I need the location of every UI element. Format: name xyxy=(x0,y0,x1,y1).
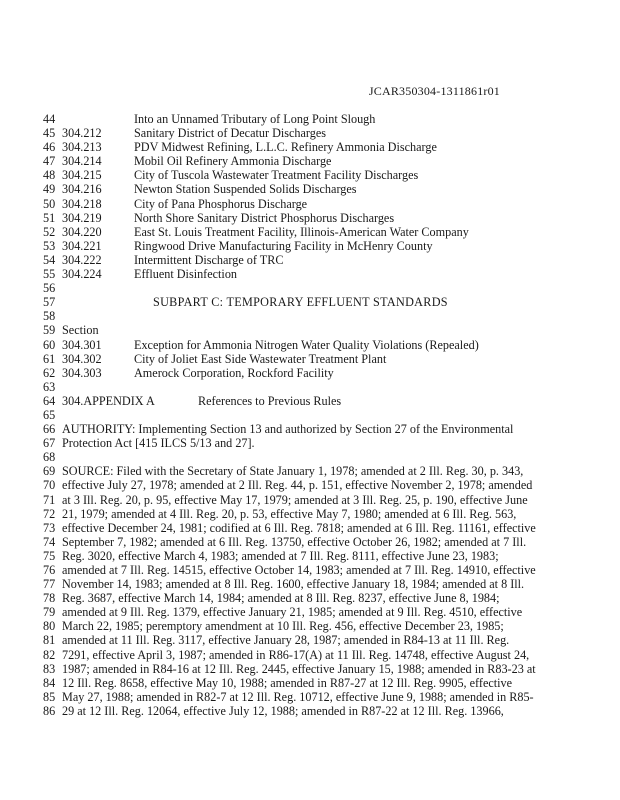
line-number: 50 xyxy=(43,196,56,211)
document-line xyxy=(0,352,620,366)
appendix-number: 304.APPENDIX A xyxy=(62,393,155,408)
section-number: 304.221 xyxy=(62,238,102,253)
line-number: 74 xyxy=(43,534,56,549)
document-line xyxy=(0,338,620,352)
section-number: 304.302 xyxy=(62,351,102,366)
line-number: 73 xyxy=(43,520,56,535)
document-line xyxy=(0,197,620,211)
document-line xyxy=(0,676,620,690)
document-line xyxy=(0,168,620,182)
section-number: Section xyxy=(62,323,99,338)
paragraph-text: 1987; amended in R84-16 at 12 Ill. Reg. 2445, effective January 15, 1988; amended in R83-23 at xyxy=(62,661,536,676)
line-number: 60 xyxy=(43,337,56,352)
section-number: 304.301 xyxy=(62,337,102,352)
document-line xyxy=(0,521,620,535)
line-number: 65 xyxy=(43,407,56,422)
section-number: 304.224 xyxy=(62,267,102,282)
document-line xyxy=(0,493,620,507)
paragraph-text: 7291, effective April 3, 1987; amended in R86-17(A) at 11 Ill. Reg. 14748, effective August 24, xyxy=(62,647,530,662)
document-line xyxy=(0,478,620,492)
paragraph-text: Reg. 3687, effective March 14, 1984; amended at 8 Ill. Reg. 8237, effective June 8, 1984; xyxy=(62,591,500,606)
paragraph-text: amended at 9 Ill. Reg. 1379, effective January 21, 1985; amended at 9 Ill. Reg. 4510, effective xyxy=(62,605,523,620)
paragraph-text: May 27, 1988; amended in R82-7 at 12 Ill. Reg. 10712, effective June 9, 1988; amended in R85- xyxy=(62,689,534,704)
document-line xyxy=(0,239,620,253)
paragraph-text: September 7, 1982; amended at 6 Ill. Reg. 13750, effective October 26, 1982; amended at 7 Ill. xyxy=(62,534,527,549)
line-number: 70 xyxy=(43,478,56,493)
section-title: City of Joliet East Side Wastewater Treatment Plant xyxy=(134,351,387,366)
section-title: Exception for Ammonia Nitrogen Water Quality Violations (Repealed) xyxy=(134,337,479,352)
line-number: 80 xyxy=(43,619,56,634)
section-title: Effluent Disinfection xyxy=(134,267,238,282)
document-line xyxy=(0,422,620,436)
line-number: 53 xyxy=(43,238,56,253)
document-line xyxy=(0,154,620,168)
paragraph-text: 21, 1979; amended at 4 Ill. Reg. 20, p. 53, effective May 7, 1980; amended at 6 Ill. Reg. 563, xyxy=(62,506,517,521)
document-line xyxy=(0,408,620,422)
line-number: 86 xyxy=(43,703,56,718)
document-line xyxy=(0,253,620,267)
section-title: North Shore Sanitary District Phosphorus Discharges xyxy=(134,210,395,225)
paragraph-text: amended at 11 Ill. Reg. 3117, effective January 28, 1987; amended in R84-13 at 11 Ill. Reg. xyxy=(62,633,510,648)
subpart-heading: SUBPART C: TEMPORARY EFFLUENT STANDARDS xyxy=(153,295,448,310)
line-number: 78 xyxy=(43,591,56,606)
line-number: 47 xyxy=(43,154,56,169)
line-number: 54 xyxy=(43,252,56,267)
document-body xyxy=(0,112,620,718)
line-number: 68 xyxy=(43,450,56,465)
appendix-title: References to Previous Rules xyxy=(198,393,342,408)
line-number: 67 xyxy=(43,436,56,451)
line-number: 61 xyxy=(43,351,56,366)
line-number: 75 xyxy=(43,548,56,563)
paragraph-text: AUTHORITY: Implementing Section 13 and authorized by Section 27 of the Environmental xyxy=(62,422,514,437)
paragraph-text: 12 Ill. Reg. 8658, effective May 10, 1988; amended in R87-27 at 12 Ill. Reg. 9905, effective xyxy=(62,675,513,690)
section-number: 304.303 xyxy=(62,365,102,380)
line-number: 59 xyxy=(43,323,56,338)
line-number: 71 xyxy=(43,492,56,507)
section-number: 304.214 xyxy=(62,154,102,169)
line-number: 52 xyxy=(43,224,56,239)
document-line xyxy=(0,704,620,718)
document-line xyxy=(0,577,620,591)
paragraph-text: 29 at 12 Ill. Reg. 12064, effective July 12, 1988; amended in R87-22 at 12 Ill. Reg. 13966, xyxy=(62,703,504,718)
section-title: City of Tuscola Wastewater Treatment Facility Discharges xyxy=(134,168,419,183)
line-number: 84 xyxy=(43,675,56,690)
line-number: 76 xyxy=(43,563,56,577)
section-title: Intermittent Discharge of TRC xyxy=(134,252,284,267)
line-number: 51 xyxy=(43,210,56,225)
section-number: 304.218 xyxy=(62,196,102,211)
paragraph-text: SOURCE: Filed with the Secretary of State January 1, 1978; amended at 2 Ill. Reg. 30, p. 343, xyxy=(62,464,524,479)
document-line xyxy=(0,633,620,647)
line-number: 69 xyxy=(43,464,56,479)
document-line xyxy=(0,126,620,140)
document-line xyxy=(0,182,620,196)
document-line xyxy=(0,295,620,309)
paragraph-text: amended at 7 Ill. Reg. 14515, effective October 14, 1983; amended at 7 Ill. Reg. 14910, effective xyxy=(62,563,536,577)
section-number: 304.213 xyxy=(62,140,102,155)
section-title: Amerock Corporation, Rockford Facility xyxy=(134,365,334,380)
document-line xyxy=(0,267,620,281)
section-number: 304.215 xyxy=(62,168,102,183)
section-title: Ringwood Drive Manufacturing Facility in McHenry County xyxy=(134,238,433,253)
document-line xyxy=(0,535,620,549)
document-line xyxy=(0,112,620,126)
line-number: 79 xyxy=(43,605,56,620)
section-number: 304.219 xyxy=(62,210,102,225)
section-title: East St. Louis Treatment Facility, Illinois-American Water Company xyxy=(134,224,469,239)
paragraph-text: Reg. 3020, effective March 4, 1983; amended at 7 Ill. Reg. 8111, effective June 23, 1983; xyxy=(62,548,499,563)
paragraph-text: November 14, 1983; amended at 8 Ill. Reg. 1600, effective January 18, 1984; amended at 8 Ill. xyxy=(62,577,525,592)
line-number: 62 xyxy=(43,365,56,380)
document-line xyxy=(0,394,620,408)
line-number: 81 xyxy=(43,633,56,648)
line-number: 45 xyxy=(43,126,56,141)
document-line xyxy=(0,648,620,662)
line-number: 82 xyxy=(43,647,56,662)
paragraph-text: Protection Act [415 ILCS 5/13 and 27]. xyxy=(62,436,255,451)
line-number: 48 xyxy=(43,168,56,183)
line-number: 83 xyxy=(43,661,56,676)
document-line xyxy=(0,436,620,450)
line-number: 57 xyxy=(43,295,56,310)
line-number: 58 xyxy=(43,309,56,324)
document-line xyxy=(0,323,620,337)
document-line xyxy=(0,140,620,154)
document-line xyxy=(0,464,620,478)
section-title: City of Pana Phosphorus Discharge xyxy=(134,196,308,211)
document-line xyxy=(0,366,620,380)
line-number: 64 xyxy=(43,393,56,408)
section-number: 304.212 xyxy=(62,126,102,141)
document-line xyxy=(0,225,620,239)
section-number: 304.216 xyxy=(62,182,102,197)
line-number: 66 xyxy=(43,422,56,437)
document-line xyxy=(0,309,620,323)
paragraph-text: effective July 27, 1978; amended at 2 Ill. Reg. 44, p. 151, effective November 2, 1978; amended xyxy=(62,478,533,493)
line-number: 72 xyxy=(43,506,56,521)
line-number: 63 xyxy=(43,379,56,394)
line-number: 77 xyxy=(43,577,56,592)
document-line xyxy=(0,549,620,563)
document-line xyxy=(0,450,620,464)
document-line xyxy=(0,605,620,619)
section-title: Sanitary District of Decatur Discharges xyxy=(134,126,327,141)
paragraph-text: effective December 24, 1981; codified at 6 Ill. Reg. 7818; amended at 6 Ill. Reg. 11161, effective xyxy=(62,520,536,535)
document-line xyxy=(0,563,620,577)
section-title: Newton Station Suspended Solids Discharges xyxy=(134,182,357,197)
paragraph-text: at 3 Ill. Reg. 20, p. 95, effective May 17, 1979; amended at 3 Ill. Reg. 25, p. 190, effective June xyxy=(62,492,528,507)
document-id-header: JCAR350304-1311861r01 xyxy=(368,84,500,98)
line-number: 85 xyxy=(43,689,56,704)
document-line xyxy=(0,380,620,394)
paragraph-text: March 22, 1985; peremptory amendment at 10 Ill. Reg. 456, effective December 23, 1985; xyxy=(62,619,504,634)
section-title: PDV Midwest Refining, L.L.C. Refinery Ammonia Discharge xyxy=(134,140,437,155)
section-title: Into an Unnamed Tributary of Long Point Slough xyxy=(134,112,376,126)
line-number: 56 xyxy=(43,281,56,296)
document-line xyxy=(0,662,620,676)
line-number: 49 xyxy=(43,182,56,197)
document-line xyxy=(0,281,620,295)
section-number: 304.222 xyxy=(62,252,102,267)
section-title: Mobil Oil Refinery Ammonia Discharge xyxy=(134,154,332,169)
document-line xyxy=(0,211,620,225)
section-number: 304.220 xyxy=(62,224,102,239)
document-line xyxy=(0,507,620,521)
line-number: 55 xyxy=(43,267,56,282)
line-number: 44 xyxy=(43,112,56,126)
document-line xyxy=(0,690,620,704)
document-line xyxy=(0,619,620,633)
document-line xyxy=(0,591,620,605)
line-number: 46 xyxy=(43,140,56,155)
